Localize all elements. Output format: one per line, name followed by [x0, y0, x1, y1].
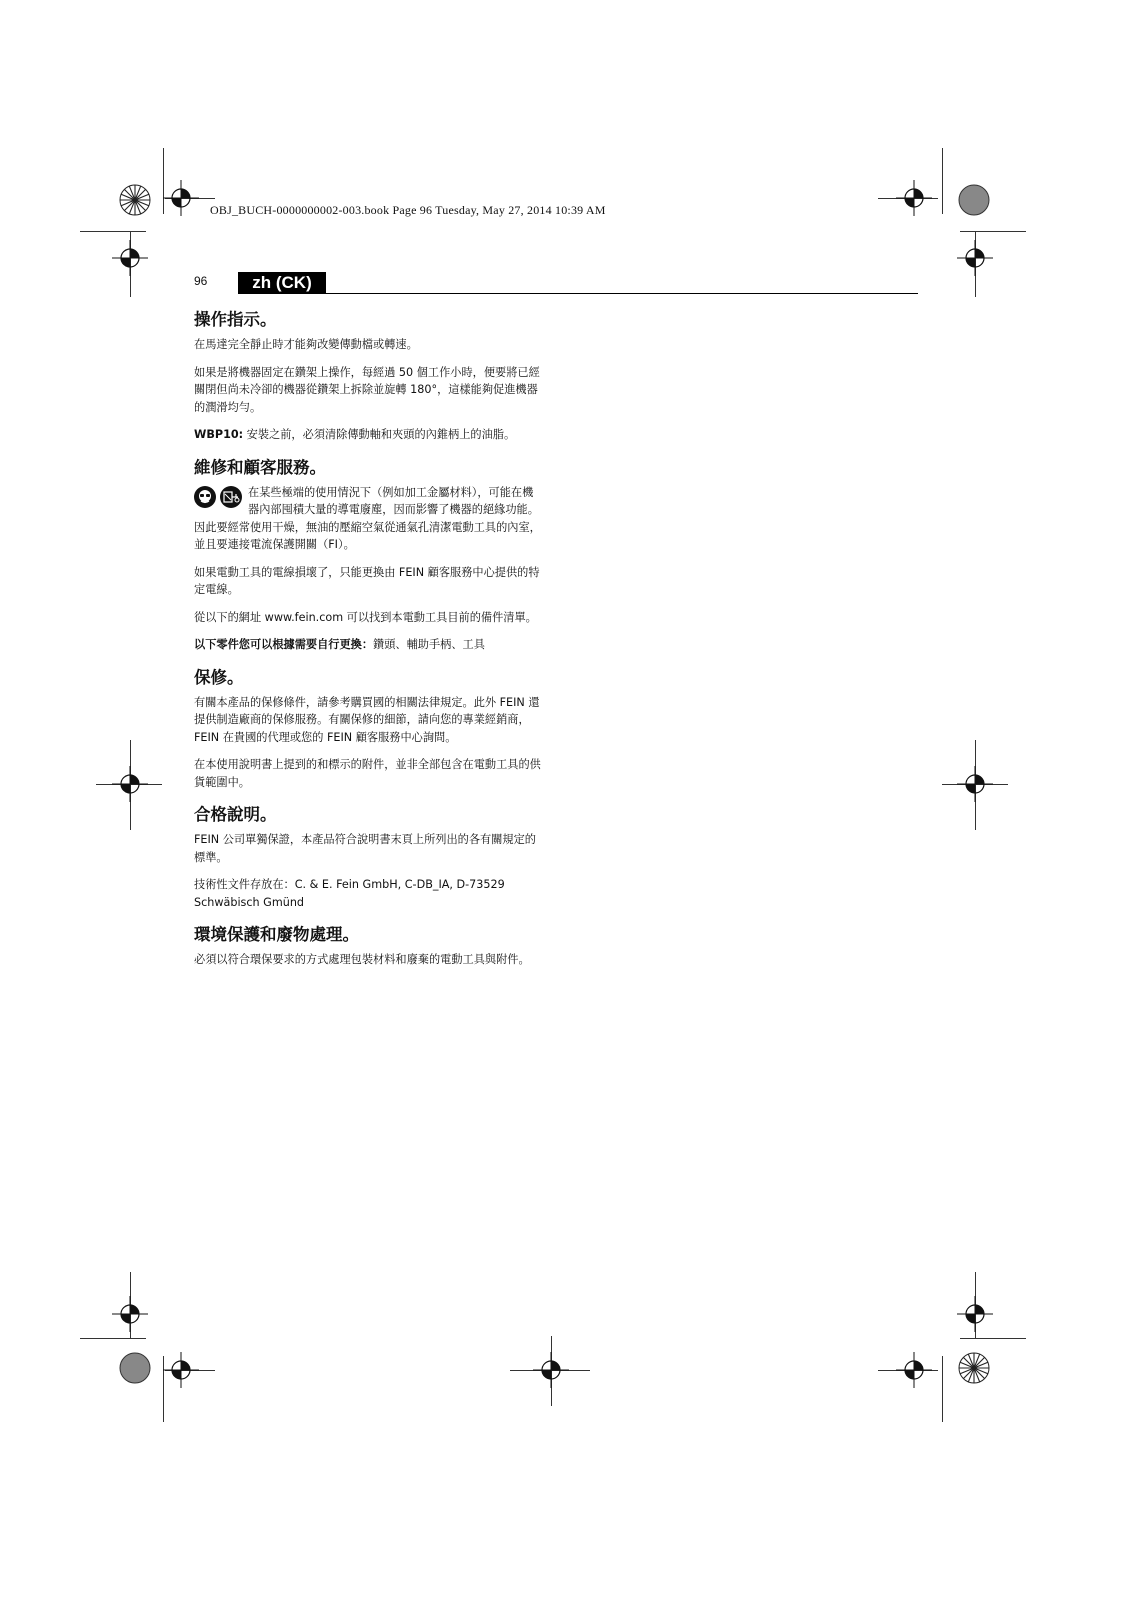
paragraph-text: 鑽頭、輔助手柄、工具	[373, 638, 485, 651]
registration-mark-icon	[112, 240, 148, 276]
paragraph: FEIN 公司單獨保證，本產品符合說明書末頁上所列出的各有關規定的標準。	[194, 833, 536, 864]
section-title-maintenance: 維修和顧客服務。	[194, 457, 326, 477]
starburst-mark-icon	[958, 1352, 990, 1384]
registration-mark-icon	[112, 766, 148, 802]
gray-circle-mark-icon	[119, 1352, 151, 1384]
registration-mark-icon	[163, 1352, 199, 1388]
paragraph	[194, 484, 544, 554]
section-title-warranty: 保修。	[194, 667, 244, 687]
paragraph-text: 在某些極端的使用情況下（例如加工金屬材料），可能在機器內部囤積大量的導電廢塵，因而影響了機器的絕緣功能。因此要經常使用干燥，無油的壓縮空氣從通氣孔清潔電動工具的內室，並且要連接電流保護開關（FI）。	[194, 485, 541, 551]
book-info-line: OBJ_BUCH-0000000002-003.book Page 96 Tuesday, May 27, 2014 10:39 AM	[210, 203, 606, 217]
paragraph: 技術性文件存放在：C. & E. Fein GmbH, C-DB_IA, D-73529 Schwäbisch Gmünd	[194, 878, 505, 909]
paragraph: 如果是將機器固定在鑽架上操作，每經過 50 個工作小時，便要將已經關閉但尚未冷卻的機器從鑽架上拆除並旋轉 180°，這樣能夠促進機器的潤滑均勻。	[194, 365, 540, 414]
registration-mark-icon	[896, 1352, 932, 1388]
paragraph: 必須以符合環保要求的方式處理包裝材料和廢棄的電動工具與附件。	[194, 953, 530, 966]
content-column	[194, 304, 544, 979]
paragraph: 如果電動工具的電線損壞了，只能更換由 FEIN 顧客服務中心提供的特定電線。	[194, 565, 540, 596]
paragraph: 在馬達完全靜止時才能夠改變傳動檔或轉速。	[194, 338, 418, 351]
gray-circle-mark-icon	[958, 184, 990, 216]
paragraph	[194, 426, 544, 444]
page-header	[194, 272, 918, 296]
paragraph: 有關本產品的保修條件，請參考購買國的相關法律規定。此外 FEIN 還提供制造廠商的保修服務。有關保修的細節，請向您的專業經銷商，FEIN 在貴國的代理或您的 FEIN 顧客服務中心詢問。	[194, 695, 540, 744]
eye-protection-icon	[194, 486, 216, 508]
paragraph: 在本使用說明書上提到的和標示的附件，並非全部包含在電動工具的供貨範圍中。	[194, 758, 541, 789]
paragraph-text: 安裝之前，必須清除傳動軸和夾頭的內錐柄上的油脂。	[243, 428, 516, 441]
registration-mark-icon	[163, 180, 199, 216]
replaceable-parts-label: 以下零件您可以根據需要自行更換：	[194, 638, 374, 651]
registration-mark-icon	[112, 1296, 148, 1332]
header-rule	[238, 293, 918, 294]
starburst-mark-icon	[119, 184, 151, 216]
registration-mark-icon	[957, 240, 993, 276]
paragraph	[194, 636, 544, 654]
section-title-environment: 環境保護和廢物處理。	[194, 925, 359, 944]
language-tab: zh (CK)	[238, 272, 326, 294]
page-number: 96	[194, 274, 208, 288]
paragraph: 從以下的網址 www.fein.com 可以找到本電動工具目前的備件清單。	[194, 610, 537, 624]
safety-icons	[194, 486, 242, 508]
registration-mark-icon	[957, 1296, 993, 1332]
model-label: WBP10:	[194, 428, 244, 441]
registration-mark-icon	[957, 766, 993, 802]
registration-mark-icon	[896, 180, 932, 216]
section-title-conformity: 合格說明。	[194, 805, 277, 824]
fi-breaker-icon	[220, 486, 242, 508]
section-title-operation: 操作指示。	[194, 310, 277, 329]
registration-mark-icon	[533, 1352, 569, 1388]
